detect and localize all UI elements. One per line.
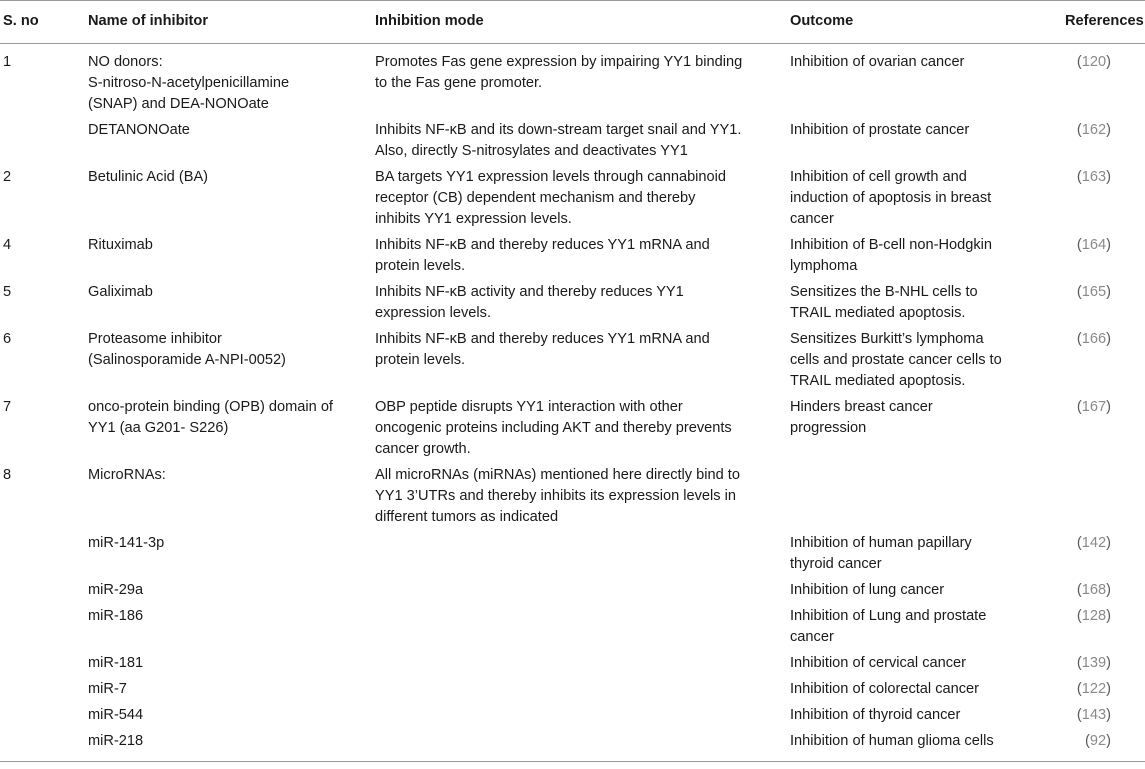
- reference-number[interactable]: 139: [1081, 655, 1107, 671]
- inhibitor-name-line: miR-218: [88, 733, 144, 749]
- table-row: [0, 282, 1145, 329]
- sno-cell: [3, 167, 73, 188]
- table-row: [0, 679, 1145, 705]
- inhibition-mode-line: Inhibits NF-κB and thereby reduces YY1 mRNA and: [375, 237, 710, 253]
- reference-cell: (166): [1076, 331, 1111, 347]
- inhibitor-name-cell: [88, 235, 358, 256]
- reference-number[interactable]: 162: [1081, 122, 1107, 138]
- reference-number[interactable]: 92: [1089, 733, 1107, 749]
- reference-cell: (92): [1085, 733, 1111, 749]
- outcome-line: thyroid cancer: [790, 556, 882, 572]
- outcome-line: Inhibition of cervical cancer: [790, 655, 967, 671]
- inhibition-mode-line: Promotes Fas gene expression by impairing YY1 binding: [375, 54, 743, 70]
- outcome-cell: [790, 580, 1030, 601]
- inhibitor-name-line: Proteasome inhibitor: [88, 331, 222, 347]
- outcome-line: Sensitizes the B-NHL cells to: [790, 284, 978, 300]
- inhibitor-name-cell: [88, 606, 358, 627]
- inhibitor-name-line: Rituximab: [88, 237, 153, 253]
- sno-cell: [3, 235, 73, 256]
- inhibitor-name-line: (Salinosporamide A-NPI-0052): [88, 352, 286, 368]
- header-outcome: Outcome: [790, 13, 854, 29]
- inhibition-mode-cell: [375, 397, 775, 460]
- outcome-cell: [790, 731, 1030, 752]
- inhibition-mode-line: Inhibits NF-κB and its down-stream target snail and YY1.: [375, 122, 742, 138]
- sno-value: 8: [3, 467, 12, 483]
- sno-cell: [3, 329, 73, 350]
- outcome-cell: [790, 52, 1030, 73]
- sno-value: 4: [3, 237, 12, 253]
- table-row: [0, 653, 1145, 679]
- reference-number[interactable]: 143: [1081, 707, 1107, 723]
- outcome-line: Inhibition of lung cancer: [790, 582, 945, 598]
- inhibition-mode-line: Inhibits NF-κB activity and thereby reduces YY1: [375, 284, 684, 300]
- reference-cell: (164): [1076, 237, 1111, 253]
- reference-number[interactable]: 166: [1081, 331, 1107, 347]
- header-mode: Inhibition mode: [375, 13, 484, 29]
- inhibition-mode-cell: [375, 465, 775, 528]
- table-row: [0, 52, 1145, 120]
- outcome-line: cancer: [790, 211, 834, 227]
- reference-number[interactable]: 122: [1081, 681, 1107, 697]
- outcome-line: Inhibition of human papillary: [790, 535, 972, 551]
- table-row: [0, 397, 1145, 465]
- table-row: [0, 120, 1145, 167]
- inhibitor-name-cell: [88, 397, 358, 439]
- sno-cell: [3, 397, 73, 418]
- reference-cell: (120): [1076, 54, 1111, 70]
- outcome-line: lymphoma: [790, 258, 858, 274]
- reference-cell: (143): [1076, 707, 1111, 723]
- inhibition-mode-line: cancer growth.: [375, 441, 471, 457]
- outcome-cell: [790, 120, 1030, 141]
- table-row: [0, 465, 1145, 533]
- outcome-line: Inhibition of human glioma cells: [790, 733, 994, 749]
- reference-number[interactable]: 168: [1081, 582, 1107, 598]
- inhibitor-name-line: onco-protein binding (OPB) domain of: [88, 399, 333, 415]
- inhibition-mode-cell: [375, 167, 775, 230]
- inhibitor-name-cell: [88, 731, 358, 752]
- outcome-line: Hinders breast cancer: [790, 399, 933, 415]
- reference-number[interactable]: 128: [1081, 608, 1107, 624]
- outcome-cell: [790, 705, 1030, 726]
- header-name: Name of inhibitor: [88, 13, 208, 29]
- outcome-cell: [790, 533, 1030, 575]
- inhibitor-name-cell: [88, 679, 358, 700]
- inhibition-mode-line: inhibits YY1 expression levels.: [375, 211, 572, 227]
- inhibition-mode-line: All microRNAs (miRNAs) mentioned here directly bind to: [375, 467, 740, 483]
- inhibition-mode-cell: [375, 235, 775, 277]
- inhibition-mode-cell: [375, 120, 775, 162]
- reference-cell: (162): [1076, 122, 1111, 138]
- inhibitor-name-line: Galiximab: [88, 284, 153, 300]
- table-bottom-rule: [0, 761, 1145, 762]
- outcome-line: Inhibition of colorectal cancer: [790, 681, 980, 697]
- inhibition-mode-line: expression levels.: [375, 305, 491, 321]
- inhibitor-name-line: YY1 (aa G201- S226): [88, 420, 229, 436]
- outcome-cell: [790, 282, 1030, 324]
- inhibitor-name-cell: [88, 580, 358, 601]
- inhibitor-name-line: DETANONOate: [88, 122, 190, 138]
- outcome-line: induction of apoptosis in breast: [790, 190, 992, 206]
- reference-number[interactable]: 120: [1081, 54, 1107, 70]
- inhibitor-name-line: miR-181: [88, 655, 144, 671]
- sno-cell: [3, 282, 73, 303]
- table-row: [0, 606, 1145, 653]
- outcome-line: Inhibition of thyroid cancer: [790, 707, 961, 723]
- outcome-line: Inhibition of ovarian cancer: [790, 54, 965, 70]
- inhibitor-name-cell: [88, 120, 358, 141]
- reference-number[interactable]: 164: [1081, 237, 1107, 253]
- inhibition-mode-line: to the Fas gene promoter.: [375, 75, 543, 91]
- table-row: [0, 533, 1145, 580]
- outcome-line: TRAIL mediated apoptosis.: [790, 305, 966, 321]
- outcome-line: Inhibition of prostate cancer: [790, 122, 970, 138]
- reference-number[interactable]: 167: [1081, 399, 1107, 415]
- reference-cell: (139): [1076, 655, 1111, 671]
- sno-value: 7: [3, 399, 12, 415]
- outcome-line: Inhibition of B-cell non-Hodgkin: [790, 237, 992, 253]
- header-references: References: [1065, 13, 1144, 29]
- inhibitor-name-line: miR-29a: [88, 582, 144, 598]
- inhibition-mode-line: receptor (CB) dependent mechanism and thereby: [375, 190, 696, 206]
- inhibition-mode-line: Also, directly S-nitrosylates and deactivates YY1: [375, 143, 688, 159]
- sno-cell: [3, 465, 73, 486]
- inhibitor-name-cell: [88, 705, 358, 726]
- outcome-line: Sensitizes Burkitt’s lymphoma: [790, 331, 984, 347]
- inhibitor-name-cell: [88, 52, 358, 115]
- table-row: [0, 580, 1145, 606]
- inhibitor-name-cell: [88, 282, 358, 303]
- inhibitor-name-line: NO donors:: [88, 54, 163, 70]
- inhibition-mode-line: different tumors as indicated: [375, 509, 559, 525]
- outcome-cell: [790, 167, 1030, 230]
- outcome-line: cells and prostate cancer cells to: [790, 352, 1002, 368]
- inhibitor-name-line: (SNAP) and DEA-NONOate: [88, 96, 269, 112]
- reference-cell: (165): [1076, 284, 1111, 300]
- inhibition-mode-line: protein levels.: [375, 352, 466, 368]
- outcome-cell: [790, 679, 1030, 700]
- inhibitor-name-line: MicroRNAs:: [88, 467, 166, 483]
- outcome-line: progression: [790, 420, 867, 436]
- inhibitor-name-line: miR-186: [88, 608, 144, 624]
- table-row: [0, 329, 1145, 397]
- inhibition-mode-cell: [375, 282, 775, 324]
- inhibitor-name-cell: [88, 653, 358, 674]
- reference-cell: (128): [1076, 608, 1111, 624]
- inhibition-mode-line: Inhibits NF-κB and thereby reduces YY1 mRNA and: [375, 331, 710, 347]
- outcome-line: Inhibition of Lung and prostate: [790, 608, 987, 624]
- reference-number[interactable]: 142: [1081, 535, 1107, 551]
- table-row: [0, 167, 1145, 235]
- inhibitor-name-line: miR-7: [88, 681, 127, 697]
- table-row: [0, 705, 1145, 731]
- sno-value: 5: [3, 284, 12, 300]
- outcome-line: TRAIL mediated apoptosis.: [790, 373, 966, 389]
- inhibition-mode-line: oncogenic proteins including AKT and thereby prevents: [375, 420, 732, 436]
- inhibition-mode-line: YY1 3’UTRs and thereby inhibits its expression levels in: [375, 488, 736, 504]
- inhibition-mode-line: OBP peptide disrupts YY1 interaction with other: [375, 399, 683, 415]
- sno-cell: [3, 52, 73, 73]
- inhibitor-name-cell: [88, 329, 358, 371]
- reference-cell: (168): [1076, 582, 1111, 598]
- inhibitor-name-line: miR-544: [88, 707, 144, 723]
- outcome-cell: [790, 653, 1030, 674]
- inhibitor-name-line: S-nitroso-N-acetylpenicillamine: [88, 75, 290, 91]
- outcome-cell: [790, 606, 1030, 648]
- outcome-cell: [790, 235, 1030, 277]
- outcome-cell: [790, 397, 1030, 439]
- inhibitor-name-line: miR-141-3p: [88, 535, 165, 551]
- reference-cell: (122): [1076, 681, 1111, 697]
- inhibition-mode-cell: [375, 329, 775, 371]
- table-row: [0, 731, 1145, 757]
- reference-number[interactable]: 163: [1081, 169, 1107, 185]
- table-header: [0, 0, 1145, 44]
- header-sno: S. no: [3, 13, 39, 29]
- reference-number[interactable]: 165: [1081, 284, 1107, 300]
- inhibition-mode-line: BA targets YY1 expression levels through cannabinoid: [375, 169, 727, 185]
- inhibitor-name-line: Betulinic Acid (BA): [88, 169, 209, 185]
- inhibitor-name-cell: [88, 465, 358, 486]
- reference-cell: (142): [1076, 535, 1111, 551]
- outcome-line: cancer: [790, 629, 834, 645]
- inhibition-mode-cell: [375, 52, 775, 94]
- inhibitor-name-cell: [88, 533, 358, 554]
- sno-value: 2: [3, 169, 12, 185]
- sno-value: 1: [3, 54, 12, 70]
- outcome-line: Inhibition of cell growth and: [790, 169, 967, 185]
- outcome-cell: [790, 329, 1030, 392]
- inhibitor-name-cell: [88, 167, 358, 188]
- reference-cell: (167): [1076, 399, 1111, 415]
- inhibition-mode-line: protein levels.: [375, 258, 466, 274]
- sno-value: 6: [3, 331, 12, 347]
- reference-cell: (163): [1076, 169, 1111, 185]
- table-row: [0, 235, 1145, 282]
